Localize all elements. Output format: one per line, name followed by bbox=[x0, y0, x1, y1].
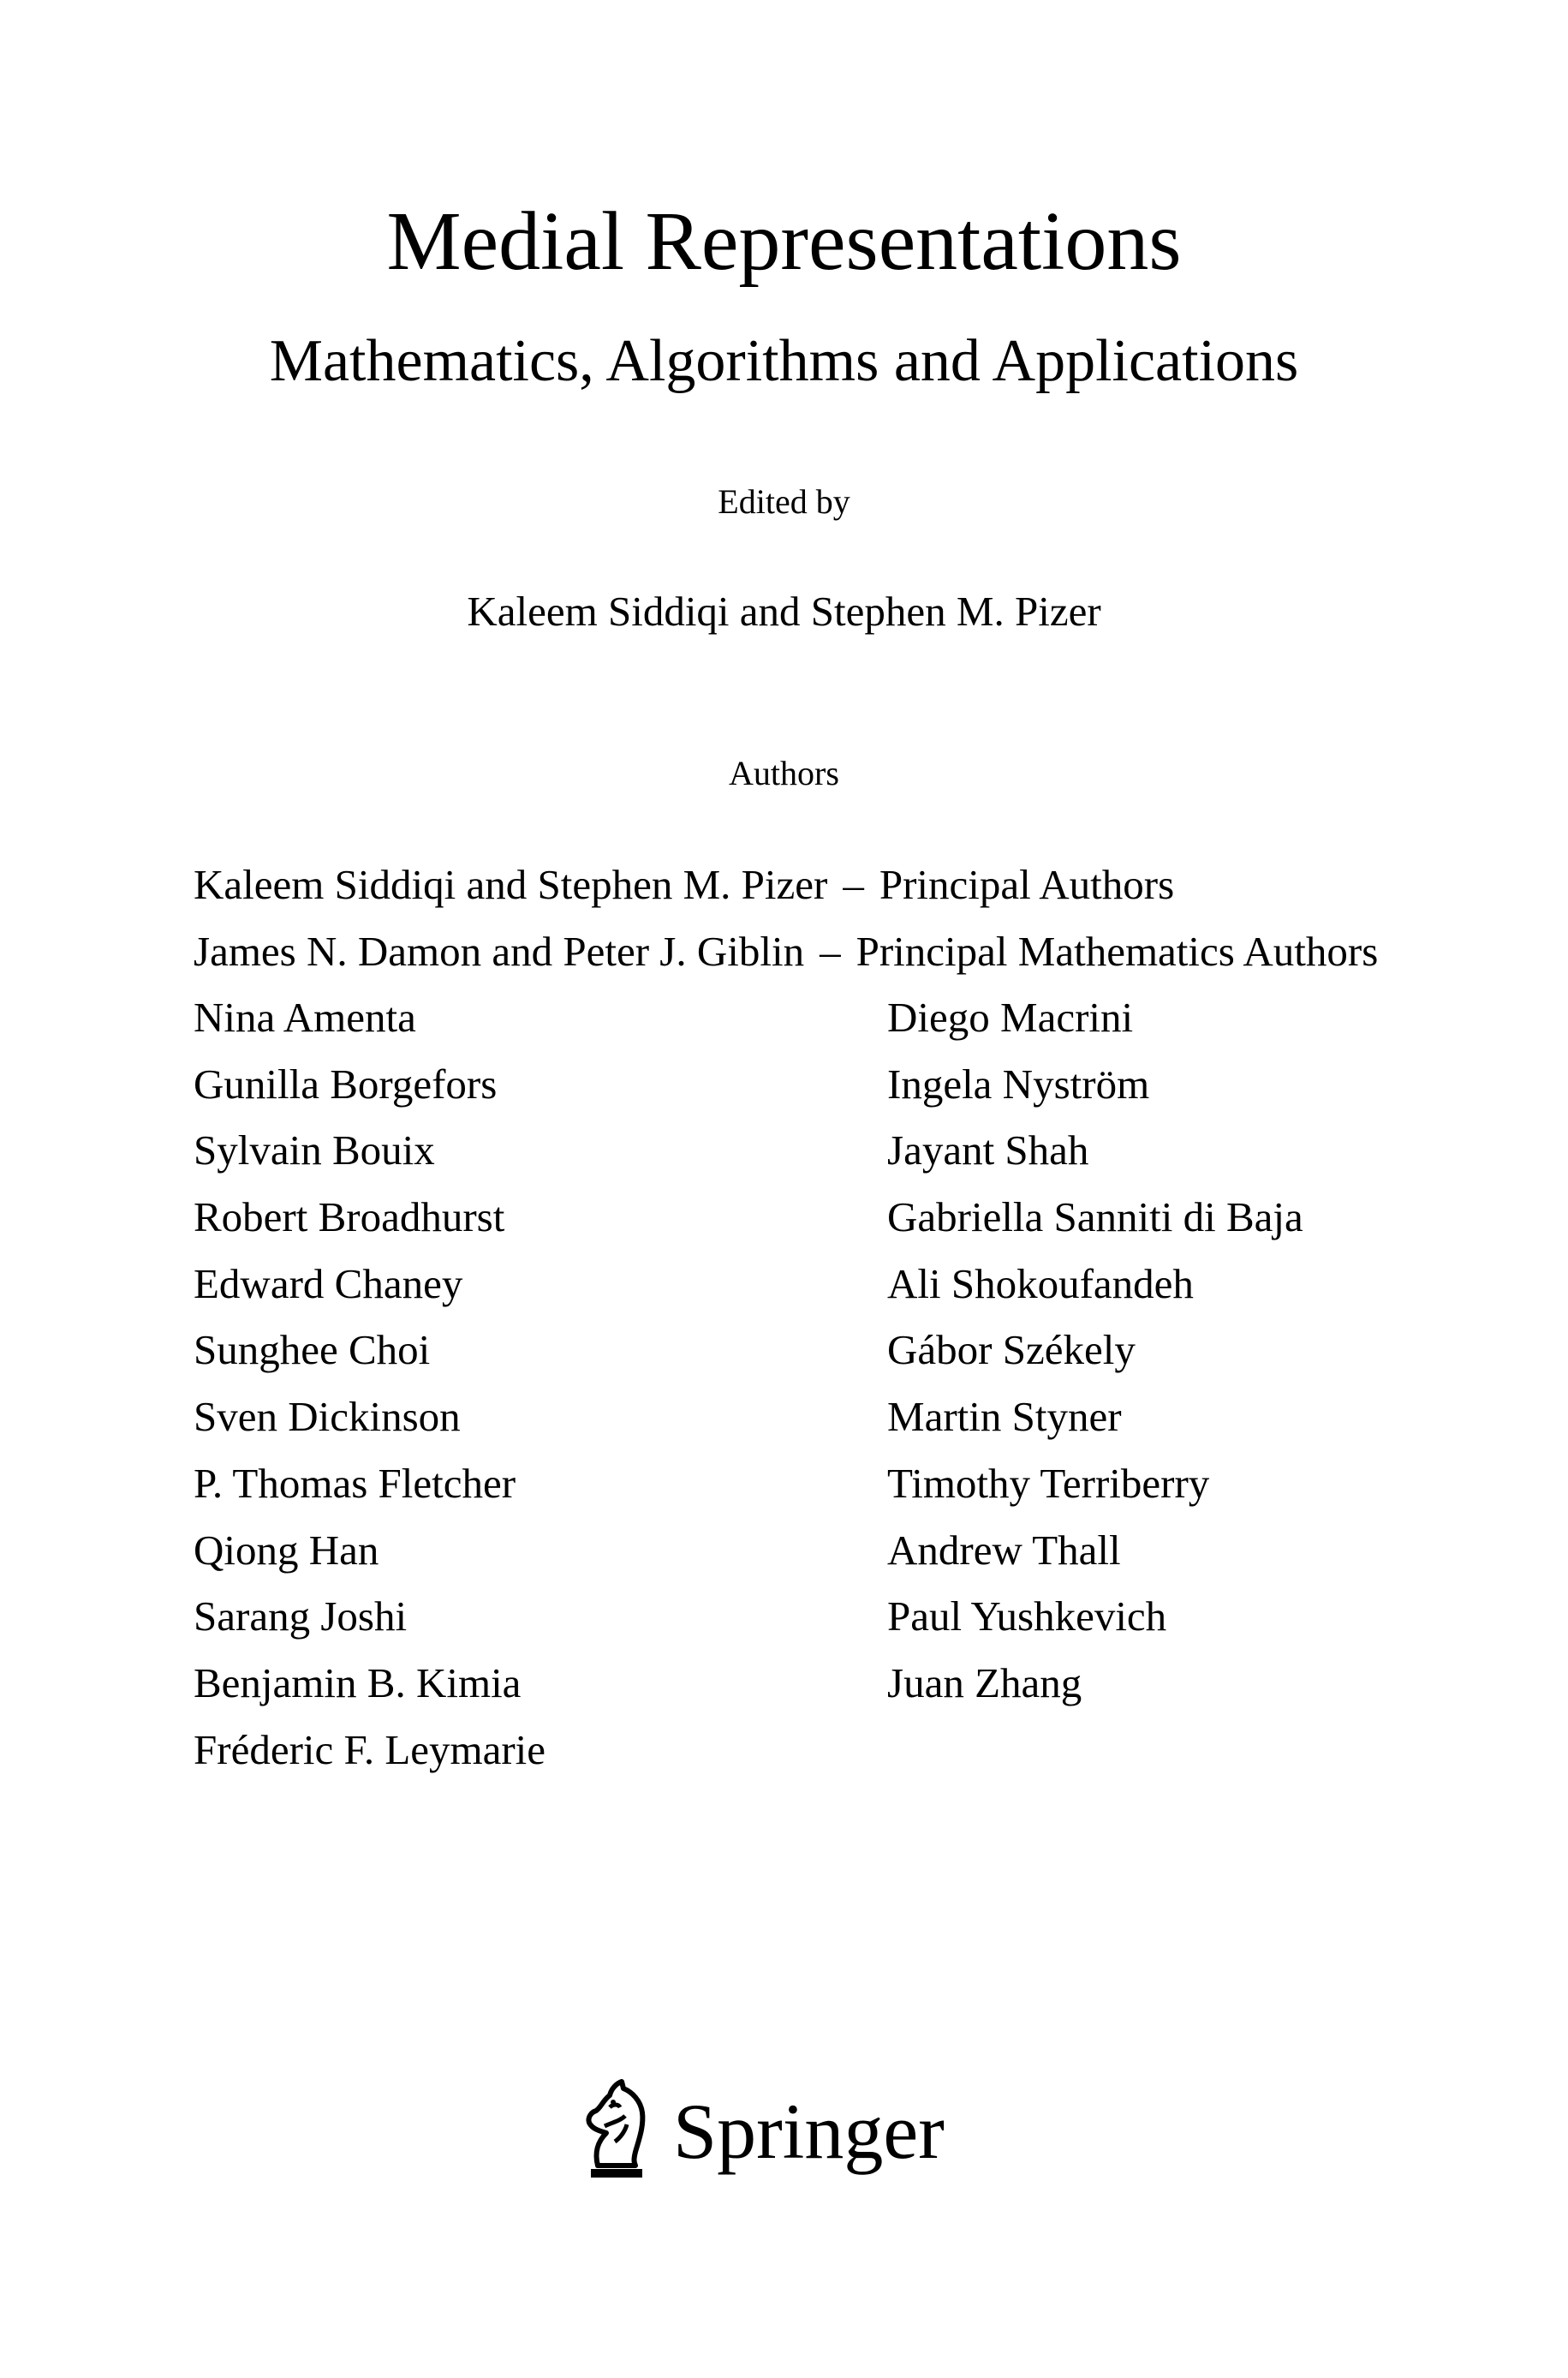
author-name: Gabriella Sanniti di Baja bbox=[887, 1193, 1303, 1241]
author-name: Juan Zhang bbox=[887, 1658, 1082, 1706]
author-name: Sarang Joshi bbox=[194, 1592, 408, 1640]
principal-mathematics-authors-line bbox=[194, 925, 1378, 978]
principal-authors-dash: – bbox=[843, 861, 864, 908]
author-name: Sylvain Bouix bbox=[194, 1126, 435, 1174]
author-name: Robert Broadhurst bbox=[194, 1193, 505, 1241]
author-name: Gábor Székely bbox=[887, 1326, 1136, 1374]
author-name: Jayant Shah bbox=[887, 1126, 1089, 1174]
authors-heading: Authors bbox=[729, 754, 839, 792]
principal-authors-line bbox=[194, 858, 1174, 911]
author-name: Edward Chaney bbox=[194, 1259, 463, 1307]
author-name: Nina Amenta bbox=[194, 994, 416, 1041]
principal-mathematics-authors-names: James N. Damon and Peter J. Giblin bbox=[194, 928, 805, 975]
author-name: Ingela Nyström bbox=[887, 1060, 1150, 1108]
author-name: Sven Dickinson bbox=[194, 1393, 461, 1441]
springer-knight-icon bbox=[572, 2073, 658, 2193]
author-name: Timothy Terriberry bbox=[887, 1459, 1210, 1507]
authors-list-right bbox=[887, 991, 1303, 1724]
book-subtitle: Mathematics, Algorithms and Applications bbox=[269, 328, 1299, 394]
principal-authors-names: Kaleem Siddiqi and Stephen M. Pizer bbox=[194, 861, 828, 908]
principal-mathematics-authors-role: Principal Mathematics Authors bbox=[856, 928, 1379, 975]
edited-by-label: Edited by bbox=[718, 482, 850, 521]
editors: Kaleem Siddiqi and Stephen M. Pizer bbox=[467, 588, 1101, 635]
book-title: Medial Representations bbox=[386, 195, 1182, 288]
author-name: Martin Styner bbox=[887, 1393, 1122, 1441]
author-name: Diego Macrini bbox=[887, 994, 1134, 1041]
author-name: Ali Shokoufandeh bbox=[887, 1259, 1194, 1307]
author-name: Sunghee Choi bbox=[194, 1326, 431, 1374]
authors-list-left bbox=[194, 991, 546, 1789]
publisher-name: Springer bbox=[673, 2088, 945, 2175]
author-name: Paul Yushkevich bbox=[887, 1592, 1167, 1640]
author-name: Fréderic F. Leymarie bbox=[194, 1725, 546, 1773]
principal-mathematics-authors-dash: – bbox=[820, 928, 841, 975]
principal-authors-role: Principal Authors bbox=[879, 861, 1175, 908]
author-name: Qiong Han bbox=[194, 1526, 379, 1574]
author-name: P. Thomas Fletcher bbox=[194, 1459, 516, 1507]
author-name: Benjamin B. Kimia bbox=[194, 1658, 522, 1706]
author-name: Andrew Thall bbox=[887, 1526, 1121, 1574]
publisher-imprint bbox=[572, 2073, 1017, 2193]
author-name: Gunilla Borgefors bbox=[194, 1060, 498, 1108]
